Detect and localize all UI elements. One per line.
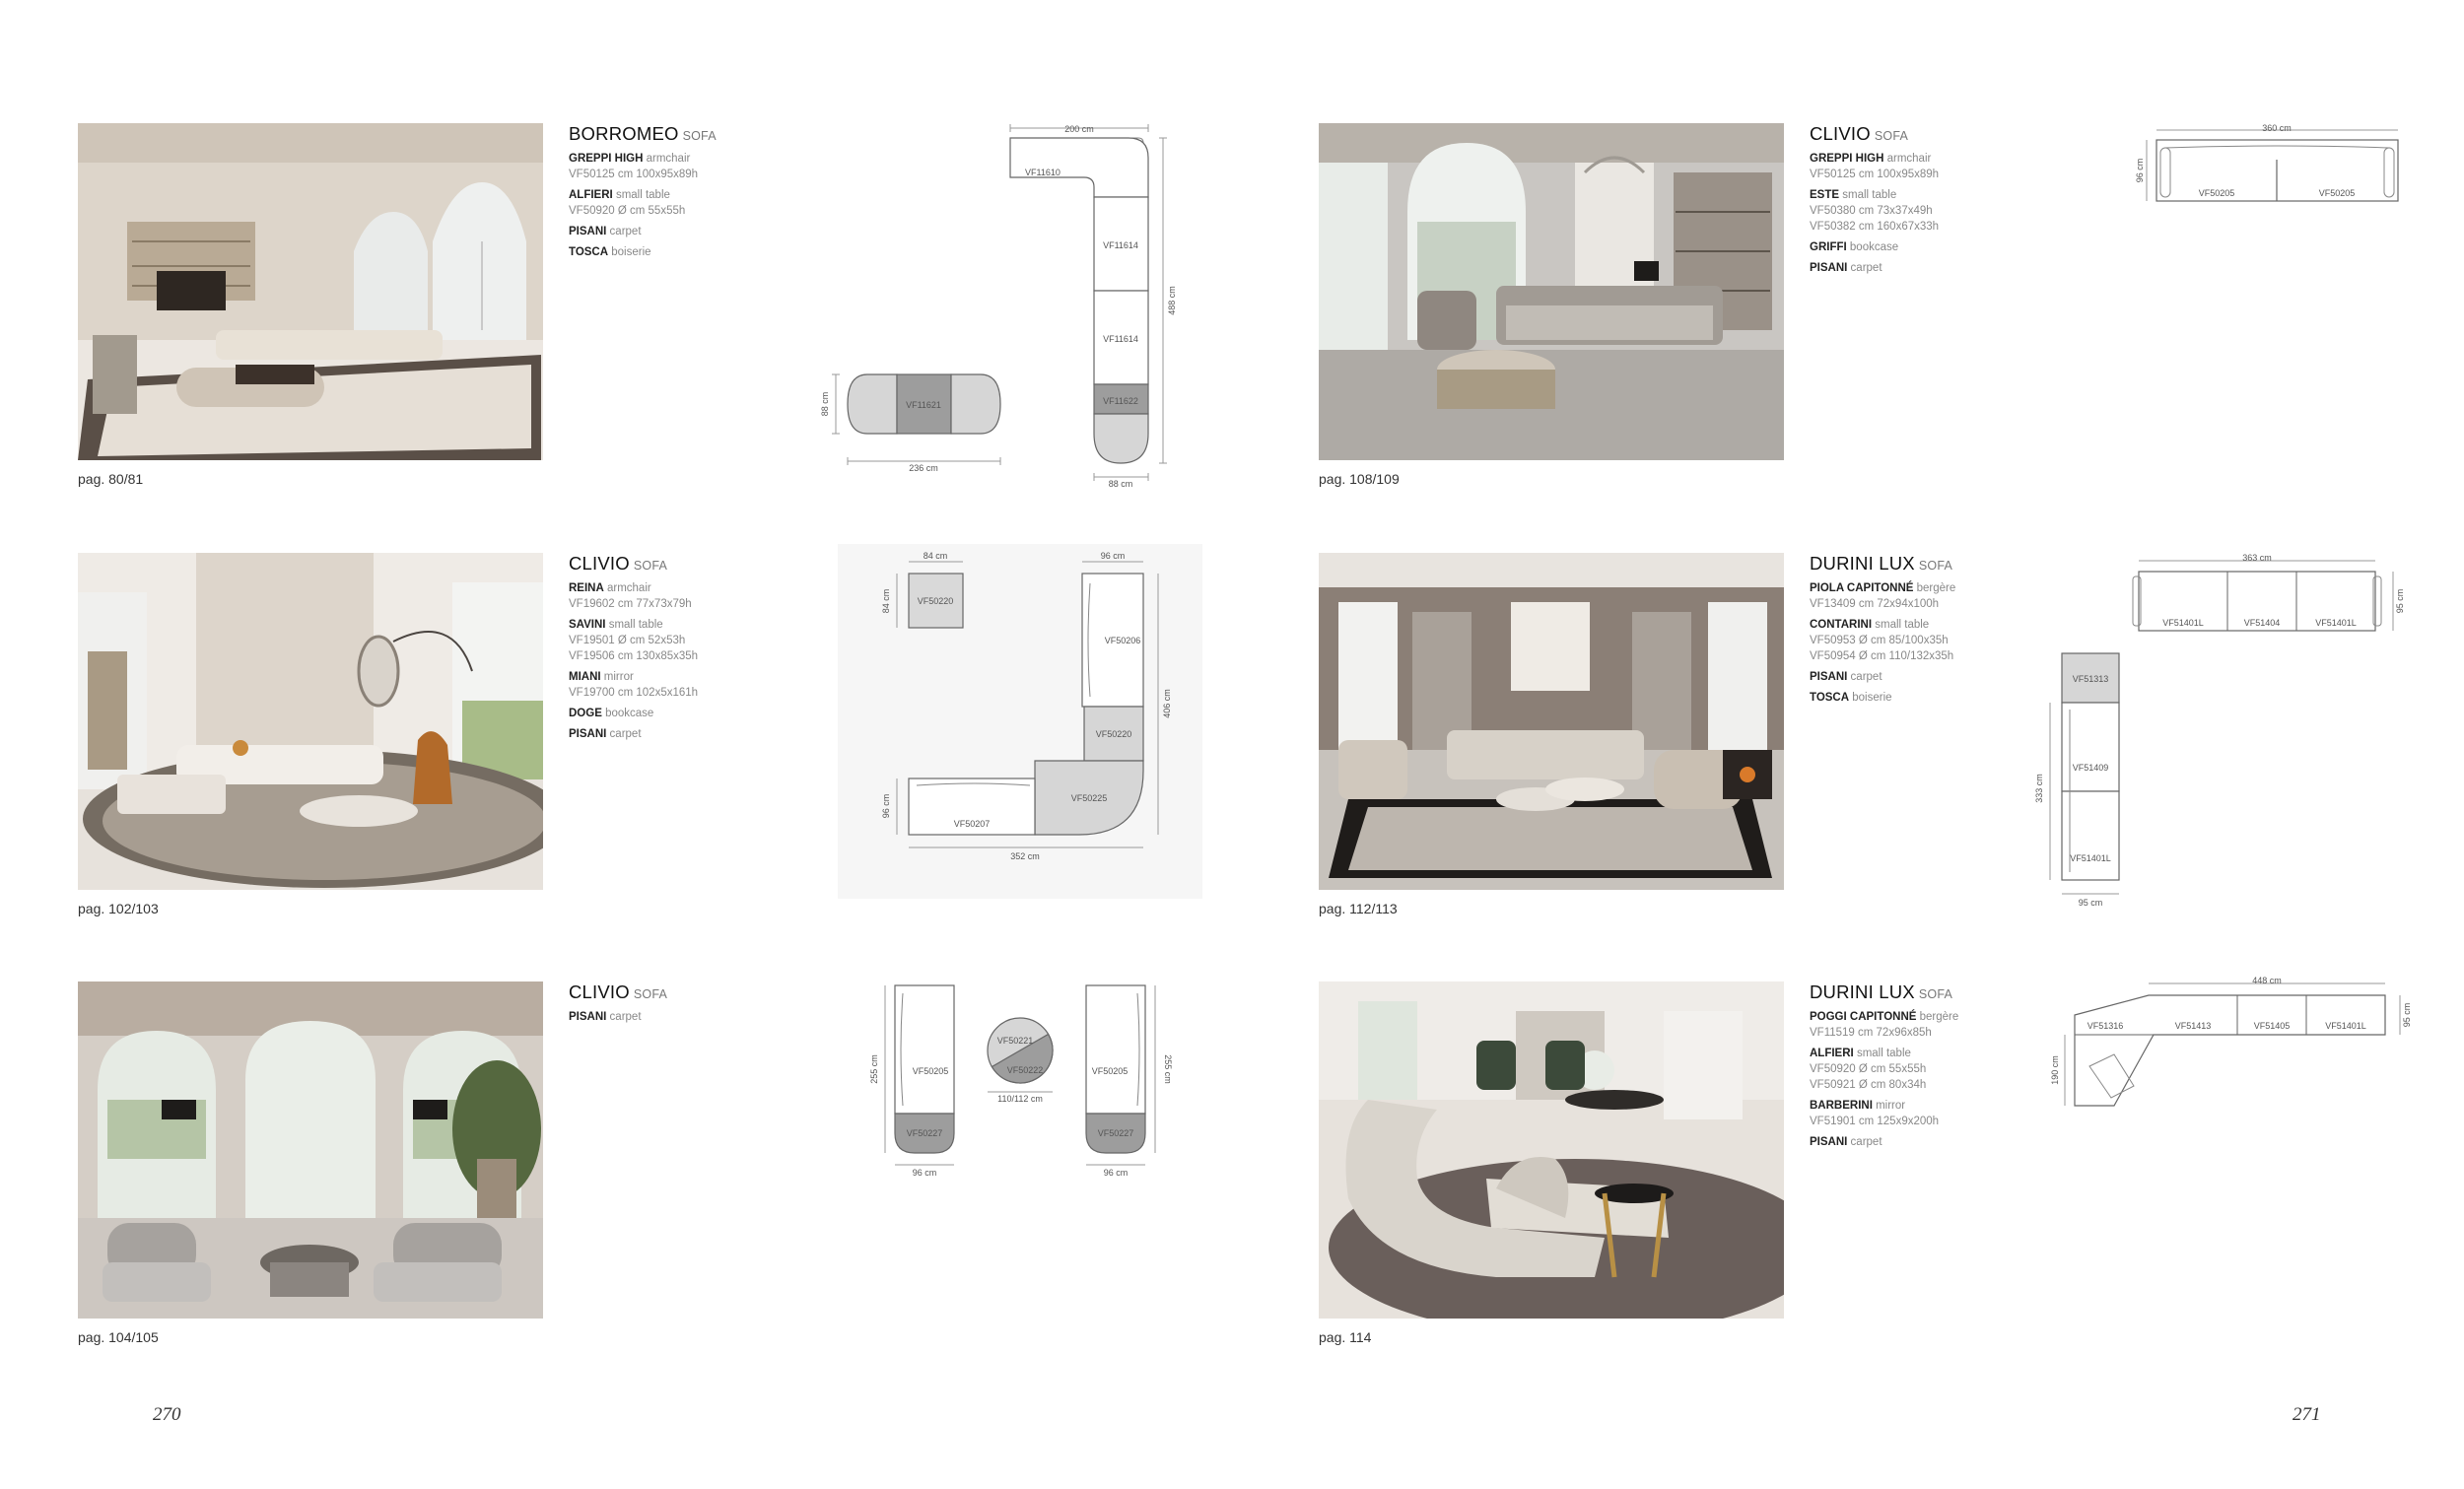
item-line [1810, 1009, 2036, 1025]
product-category: SOFA [1874, 129, 1909, 143]
module-code: VF51413 [2174, 1021, 2212, 1031]
item-name: CONTARINI [1810, 619, 1873, 631]
item-detail: VF50921 Ø cm 80x34h [1810, 1079, 1927, 1091]
module-code: VF11621 [906, 400, 941, 410]
module-code: VF11610 [1025, 168, 1061, 177]
item-detail: VF50382 cm 160x67x33h [1810, 221, 1940, 233]
item-line [1810, 596, 2036, 612]
item-line [1810, 633, 2036, 648]
product-name: CLIVIO [569, 553, 630, 574]
item-detail: VF13409 cm 72x94x100h [1810, 598, 1940, 610]
furnishing-item [1810, 187, 2036, 235]
furnishing-item [1810, 1046, 2036, 1093]
item-detail: VF19602 cm 77x73x79h [569, 598, 692, 610]
module-code: VF11622 [1103, 396, 1138, 406]
product-description [569, 123, 795, 265]
dimension-label: 360 cm [2262, 123, 2292, 133]
item-name: ESTE [1810, 189, 1840, 201]
item-detail: small table [1875, 619, 1930, 631]
module-code: VF11614 [1103, 334, 1138, 344]
item-detail: carpet [609, 1011, 642, 1023]
item-detail: VF19506 cm 130x85x35h [569, 650, 699, 662]
dimension-label: 88 cm [820, 391, 830, 417]
module-code: VF51401L [2070, 853, 2111, 863]
module-code: VF50225 [1070, 793, 1108, 803]
module-outline [2062, 791, 2119, 880]
furnishing-item [569, 706, 795, 721]
item-detail: carpet [1850, 1136, 1882, 1148]
item-line [1810, 260, 2036, 276]
module-code: VF50205 [2318, 188, 2356, 198]
dimension-label: 352 cm [1010, 851, 1040, 861]
item-line [1810, 219, 2036, 235]
module-outline [1094, 414, 1148, 463]
furnishing-item [569, 244, 795, 260]
item-detail: mirror [1876, 1100, 1906, 1112]
module-code: VF51401L [2325, 1021, 2366, 1031]
dimension-label: 190 cm [2050, 1055, 2060, 1085]
item-detail: carpet [1850, 671, 1882, 683]
item-line [569, 726, 795, 742]
product-description [1810, 123, 2036, 281]
item-line [1810, 1025, 2036, 1041]
item-line [569, 1009, 795, 1025]
product-category: SOFA [1918, 559, 1953, 573]
page-number-right: 271 [2293, 1404, 2321, 1425]
furnishing-item [1810, 1009, 2036, 1041]
item-line [569, 596, 795, 612]
item-name: PISANI [1810, 671, 1848, 683]
furnishing-item [569, 617, 795, 664]
item-detail: mirror [603, 671, 634, 683]
item-name: PIOLA CAPITONNÉ [1810, 582, 1914, 594]
product-title [1810, 553, 2036, 575]
module-code: VF50205 [1091, 1066, 1129, 1076]
durini-lux-layout-diagram [2030, 547, 2425, 941]
dimension-label: 255 cm [869, 1054, 879, 1084]
module-code: VF50205 [2198, 188, 2235, 198]
item-name: TOSCA [1810, 692, 1850, 704]
module-outline [1086, 985, 1145, 1114]
item-line [569, 187, 795, 203]
item-line [1810, 648, 2036, 664]
product-category: SOFA [633, 559, 668, 573]
furnishing-item [1810, 1098, 2036, 1129]
item-line [1810, 1114, 2036, 1129]
item-name: ALFIERI [1810, 1048, 1854, 1059]
item-name: GREPPI HIGH [1810, 153, 1884, 165]
item-name: MIANI [569, 671, 601, 683]
dimension-label: 363 cm [2242, 553, 2272, 563]
furnishing-item [1810, 1134, 2036, 1150]
item-name: DOGE [569, 708, 602, 719]
product-description [569, 553, 795, 747]
item-detail: carpet [609, 226, 642, 237]
item-list [569, 1009, 795, 1025]
dimension-label: 96 cm [881, 793, 891, 819]
dimension-label: 333 cm [2034, 774, 2044, 803]
module-code: VF51313 [2072, 674, 2109, 684]
furnishing-item [569, 151, 795, 182]
furnishing-item [1810, 260, 2036, 276]
item-line [569, 224, 795, 239]
item-detail: armchair [606, 582, 651, 594]
item-detail: VF11519 cm 72x96x85h [1810, 1027, 1932, 1039]
module-code: VF51405 [2253, 1021, 2291, 1031]
module-code: VF11614 [1103, 240, 1138, 250]
dimension-label: 200 cm [1064, 124, 1094, 134]
furnishing-item [1810, 690, 2036, 706]
item-list [1810, 151, 2036, 276]
item-line [1810, 1077, 2036, 1093]
item-line [1810, 1134, 2036, 1150]
item-line [1810, 239, 2036, 255]
item-line [1810, 1098, 2036, 1114]
item-detail: boiserie [1852, 692, 1892, 704]
item-detail: VF50953 Ø cm 85/100x35h [1810, 635, 1949, 646]
page-number-left: 270 [153, 1404, 181, 1425]
item-detail: VF19501 Ø cm 52x53h [569, 635, 686, 646]
module-outline [2075, 995, 2385, 1106]
product-description [569, 981, 795, 1030]
photo-durini-lux-curved-sofa [1319, 981, 1784, 1319]
item-detail: armchair [646, 153, 691, 165]
module-code: VF50220 [917, 596, 954, 606]
item-detail: small table [608, 619, 663, 631]
clivio-l-layout-diagram [838, 544, 1202, 899]
item-name: BARBERINI [1810, 1100, 1873, 1112]
item-line [1810, 167, 2036, 182]
dimension-label: 96 cm [1103, 1168, 1129, 1178]
furnishing-item [1810, 151, 2036, 182]
item-line [569, 617, 795, 633]
product-category: SOFA [633, 987, 668, 1001]
item-name: PISANI [1810, 1136, 1848, 1148]
item-line [569, 244, 795, 260]
module-code: VF50205 [912, 1066, 949, 1076]
item-line [1810, 669, 2036, 685]
dimension-label: 96 cm [912, 1168, 937, 1178]
item-detail: VF50920 Ø cm 55x55h [1810, 1063, 1927, 1075]
item-detail: bookcase [605, 708, 654, 719]
item-detail: armchair [1886, 153, 1932, 165]
item-line [569, 706, 795, 721]
module-code: VF51401L [2315, 618, 2357, 628]
dimension-label: 84 cm [881, 588, 891, 614]
item-line [1810, 1061, 2036, 1077]
item-name: ALFIERI [569, 189, 613, 201]
module-outline [951, 374, 1000, 434]
item-detail: VF51901 cm 125x9x200h [1810, 1116, 1940, 1127]
item-detail: small table [1842, 189, 1897, 201]
product-title [569, 123, 795, 145]
product-name: DURINI LUX [1810, 553, 1915, 574]
module-code: VF51404 [2243, 618, 2281, 628]
item-line [569, 633, 795, 648]
product-title [569, 553, 795, 575]
dimension-label: 84 cm [923, 551, 948, 561]
dimension-label: 96 cm [1100, 551, 1126, 561]
module-outline [2062, 703, 2119, 791]
item-name: GREPPI HIGH [569, 153, 644, 165]
dimension-label: 95 cm [2395, 588, 2405, 614]
module-code: VF50207 [953, 819, 991, 829]
item-name: TOSCA [569, 246, 609, 258]
furnishing-item [569, 669, 795, 701]
page-ref-durini-lux-2: pag. 114 [1319, 1329, 1372, 1345]
module-code: VF51316 [2087, 1021, 2124, 1031]
furnishing-item [569, 187, 795, 219]
item-line [1810, 580, 2036, 596]
dimension-label: 488 cm [1167, 286, 1177, 315]
furnishing-item [1810, 617, 2036, 664]
product-name: CLIVIO [1810, 123, 1871, 144]
module-code: VF50227 [906, 1128, 943, 1138]
item-detail: boiserie [611, 246, 651, 258]
module-code: VF51409 [2072, 763, 2109, 773]
furnishing-item [1810, 239, 2036, 255]
item-line [569, 648, 795, 664]
furnishing-item [569, 726, 795, 742]
item-detail: carpet [609, 728, 642, 740]
item-name: PISANI [569, 728, 607, 740]
item-name: GRIFFI [1810, 241, 1847, 253]
furnishing-item [569, 580, 795, 612]
furnishing-item [569, 1009, 795, 1025]
clivio-facing-sofas-diagram [857, 976, 1193, 1192]
item-detail: small table [615, 189, 670, 201]
item-line [1810, 1046, 2036, 1061]
item-name: PISANI [569, 1011, 607, 1023]
item-name: REINA [569, 582, 604, 594]
item-detail: VF19700 cm 102x5x161h [569, 687, 699, 699]
item-line [569, 203, 795, 219]
dimension-label: 255 cm [1163, 1054, 1173, 1084]
product-category: SOFA [682, 129, 717, 143]
dimension-label: 88 cm [1108, 479, 1133, 489]
item-name: SAVINI [569, 619, 606, 631]
dimension-label: 110/112 cm [997, 1094, 1043, 1104]
item-line [569, 151, 795, 167]
page-ref-clivio-3: pag. 108/109 [1319, 471, 1400, 487]
item-line [1810, 690, 2036, 706]
item-detail: bergère [1919, 1011, 1959, 1023]
dimension-label: 448 cm [2252, 976, 2282, 985]
borromeo-layout-diagram [818, 118, 1193, 493]
furnishing-item [569, 224, 795, 239]
item-detail: VF50125 cm 100x95x89h [1810, 169, 1940, 180]
item-list [1810, 1009, 2036, 1150]
dimension-label: 406 cm [1162, 689, 1172, 718]
item-detail: VF50125 cm 100x95x89h [569, 169, 699, 180]
product-name: BORROMEO [569, 123, 679, 144]
dimension-label: 236 cm [909, 463, 938, 473]
item-line [569, 669, 795, 685]
page-ref-clivio-1: pag. 102/103 [78, 901, 159, 916]
item-detail: VF50380 cm 73x37x49h [1810, 205, 1933, 217]
module-code: VF50206 [1104, 636, 1141, 645]
item-list [569, 151, 795, 260]
page-ref-durini-lux-1: pag. 112/113 [1319, 901, 1398, 916]
item-list [1810, 580, 2036, 706]
item-detail: bookcase [1849, 241, 1899, 253]
clivio-straight-sofa-diagram [2137, 120, 2413, 219]
dimension-label: 96 cm [2135, 158, 2145, 183]
page-ref-borromeo: pag. 80/81 [78, 471, 144, 487]
dimension-label: 95 cm [2402, 1002, 2412, 1028]
item-line [1810, 187, 2036, 203]
photo-borromeo-interior [78, 123, 543, 460]
photo-clivio-arched-interior [78, 981, 543, 1319]
furnishing-item [1810, 580, 2036, 612]
photo-durini-lux-living-room [1319, 553, 1784, 890]
module-code: VF50227 [1097, 1128, 1134, 1138]
item-line [1810, 151, 2036, 167]
item-detail: VF50920 Ø cm 55x55h [569, 205, 686, 217]
module-outline [895, 985, 954, 1114]
item-line [1810, 617, 2036, 633]
furnishing-item [1810, 669, 2036, 685]
item-detail: carpet [1850, 262, 1882, 274]
item-line [1810, 203, 2036, 219]
item-line [569, 580, 795, 596]
photo-clivio-round-interior [78, 553, 543, 890]
module-code: VF50220 [1095, 729, 1132, 739]
item-name: PISANI [1810, 262, 1848, 274]
product-description [1810, 553, 2036, 711]
module-outline [848, 374, 897, 434]
photo-clivio-classic-interior [1319, 123, 1784, 460]
item-detail: small table [1856, 1048, 1911, 1059]
item-name: POGGI CAPITONNÉ [1810, 1011, 1917, 1023]
product-category: SOFA [1918, 987, 1953, 1001]
product-name: DURINI LUX [1810, 981, 1915, 1002]
module-code: VF50222 [1006, 1065, 1044, 1075]
item-detail: bergère [1916, 582, 1956, 594]
item-line [569, 685, 795, 701]
item-detail: VF50954 Ø cm 110/132x35h [1810, 650, 1954, 662]
product-description [1810, 981, 2036, 1155]
dimension-label: 95 cm [2078, 898, 2103, 908]
product-name: CLIVIO [569, 981, 630, 1002]
module-code: VF50221 [996, 1036, 1034, 1046]
item-name: PISANI [569, 226, 607, 237]
page-ref-clivio-2: pag. 104/105 [78, 1329, 159, 1345]
product-title [1810, 123, 2036, 145]
product-title [569, 981, 795, 1003]
item-list [569, 580, 795, 742]
durini-lux-corner-diagram [2050, 976, 2434, 1143]
product-title [1810, 981, 2036, 1003]
item-line [569, 167, 795, 182]
module-code: VF51401L [2162, 618, 2204, 628]
